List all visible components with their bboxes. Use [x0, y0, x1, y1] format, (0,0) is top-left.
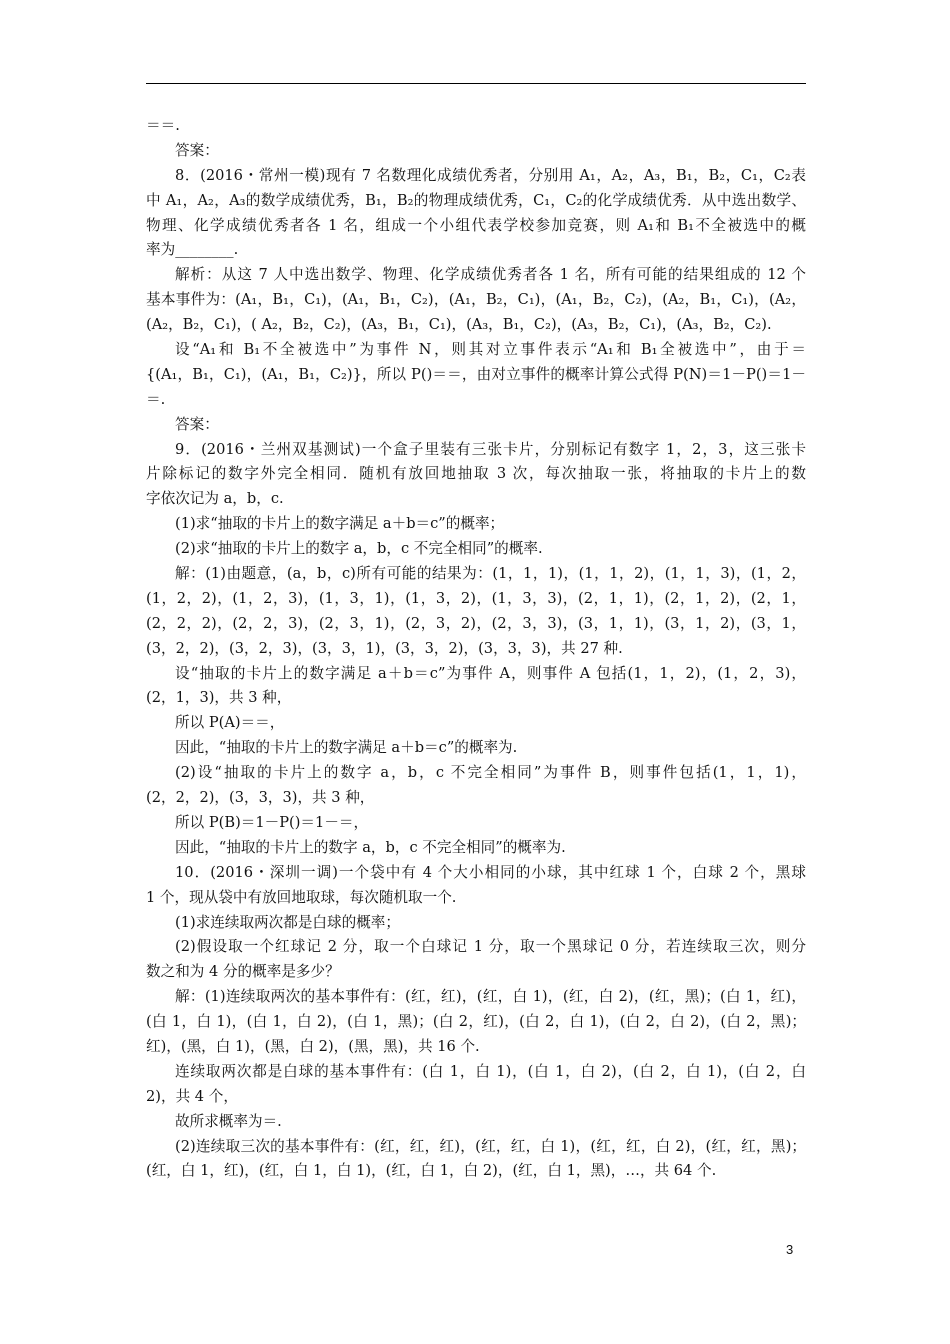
text-line: 因此，“抽取的卡片上的数字 a，b，c 不完全相同”的概率为.: [175, 838, 566, 856]
text-line: (1，2，2)，(1，2，3)，(1，3，1)，(1，3，2)，(1，3，3)，(2，1，1)，(2，1，2)，(2，1，: [146, 589, 806, 607]
text-line: 基本事件为：(A₁，B₁，C₁)，(A₁，B₁，C₂)，(A₁，B₂，C₁)，(A₁，B₂，C₂)，(A₂，B₁，C₁)，(A₂，: [146, 291, 806, 309]
text-line: 解析：从这 7 人中选出数学、物理、化学成绩优秀者各 1 名，所有可能的结果组成的 12 个: [175, 266, 806, 284]
document-body: [146, 114, 806, 1184]
text-line: 数之和为 4 分的概率是多少？: [146, 963, 340, 981]
text-line: 故所求概率为＝.: [175, 1112, 282, 1130]
text-line: 解：(1)由题意，(a，b，c)所有可能的结果为：(1，1，1)，(1，1，2)，(1，1，3)，(1，2，: [175, 565, 806, 583]
text-line: 片除标记的数字外完全相同．随机有放回地抽取 3 次，每次抽取一张，将抽取的卡片上的数: [146, 465, 806, 483]
text-line: (1)求连续取两次都是白球的概率；: [175, 913, 400, 931]
text-line: (2)求“抽取的卡片上的数字 a，b，c 不完全相同”的概率.: [175, 540, 543, 558]
text-line: (白 1，白 1)，(白 1，白 2)，(白 1，黑)；(白 2，红)，(白 2，白 1)，(白 2，白 2)，(白 2，黑)；: [146, 1013, 806, 1031]
text-line: 连续取两次都是白球的基本事件有：(白 1，白 1)，(白 1，白 2)，(白 2，白 1)，(白 2，白: [175, 1062, 806, 1080]
text-line: 红)，(黑，白 1)，(黑，白 2)，(黑，黑)，共 16 个.: [146, 1037, 480, 1055]
text-line: 设“A₁和 B₁不全被选中”为事件 N，则其对立事件表示“A₁和 B₁全被选中”，由于＝: [175, 341, 806, 359]
text-line: 率为________.: [146, 241, 239, 259]
text-line: (A₂，B₂，C₁)，( A₂，B₂，C₂)，(A₃，B₁，C₁)，(A₃，B₁，C₂)，(A₃，B₂，C₁)，(A₃，B₂，C₂).: [146, 316, 772, 334]
text-line: (3，2，2)，(3，2，3)，(3，3，1)，(3，3，2)，(3，3，3)，共 27 种.: [146, 639, 623, 657]
text-line: (1)求“抽取的卡片上的数字满足 a＋b＝c”的概率；: [175, 515, 505, 533]
text-line: 答案：: [175, 415, 219, 433]
page-number: 3: [786, 1242, 794, 1257]
text-line: ＝＝.: [146, 117, 180, 134]
text-line: 9．(2016・兰州双基测试)一个盒子里装有三张卡片，分别标记有数字 1，2，3，这三张卡: [175, 440, 806, 458]
header-rule: [146, 83, 806, 84]
text-line: (2)连续取三次的基本事件有：(红，红，红)，(红，红，白 1)，(红，红，白 2)，(红，红，黑)；: [175, 1137, 806, 1155]
text-line: 解：(1)连续取两次的基本事件有：(红，红)，(红，白 1)，(红，白 2)，(红，黑)；(白 1，红)，: [175, 988, 806, 1006]
text-line: ＝.: [146, 390, 166, 408]
text-line: 所以 P(A)＝＝，: [175, 714, 285, 732]
text-line: 设“抽取的卡片上的数字满足 a＋b＝c”为事件 A，则事件 A 包括(1，1，2)，(1，2，3)，: [175, 664, 806, 682]
text-line: (2，2，2)，(2，2，3)，(2，3，1)，(2，3，2)，(2，3，3)，(3，1，1)，(3，1，2)，(3，1，: [146, 614, 806, 632]
text-line: 10．(2016・深圳一调)一个袋中有 4 个大小相同的小球，其中红球 1 个，白球 2 个，黑球: [175, 863, 806, 881]
text-line: 1 个，现从袋中有放回地取球，每次随机取一个.: [146, 888, 457, 906]
text-line: 答案：: [175, 141, 219, 159]
text-line: 物理、化学成绩优秀者各 1 名，组成一个小组代表学校参加竞赛，则 A₁和 B₁不全被选中的概: [146, 216, 806, 234]
text-line: 8．(2016・常州一模)现有 7 名数理化成绩优秀者，分别用 A₁，A₂，A₃，B₁，B₂，C₁，C₂表: [175, 166, 806, 184]
text-line: 2)，共 4 个，: [146, 1087, 238, 1105]
text-line: (红，白 1，红)，(红，白 1，白 1)，(红，白 1，白 2)，(红，白 1，黑)，…，共 64 个.: [146, 1162, 717, 1180]
text-line: 中 A₁，A₂，A₃的数学成绩优秀，B₁，B₂的物理成绩优秀，C₁，C₂的化学成绩优秀．从中选出数学、: [146, 191, 806, 209]
text-line: (2，2，2)，(3，3，3)，共 3 种，: [146, 789, 375, 807]
text-line: 所以 P(B)＝1－P()＝1－＝，: [175, 813, 369, 831]
text-line: 因此，“抽取的卡片上的数字满足 a＋b＝c”的概率为.: [175, 739, 518, 757]
text-line: (2)设“抽取的卡片上的数字 a，b，c 不完全相同”为事件 B，则事件包括(1，1，1)，: [175, 764, 806, 782]
text-line: 字依次记为 a，b，c.: [146, 490, 284, 508]
text-line: (2)假设取一个红球记 2 分，取一个白球记 1 分，取一个黑球记 0 分，若连续取三次，则分: [175, 938, 806, 956]
text-line: {(A₁，B₁，C₁)，(A₁，B₁，C₂)}，所以 P()＝＝，由对立事件的概率计算公式得 P(N)＝1－P()＝1－: [146, 365, 806, 383]
text-line: (2，1，3)，共 3 种，: [146, 689, 292, 707]
